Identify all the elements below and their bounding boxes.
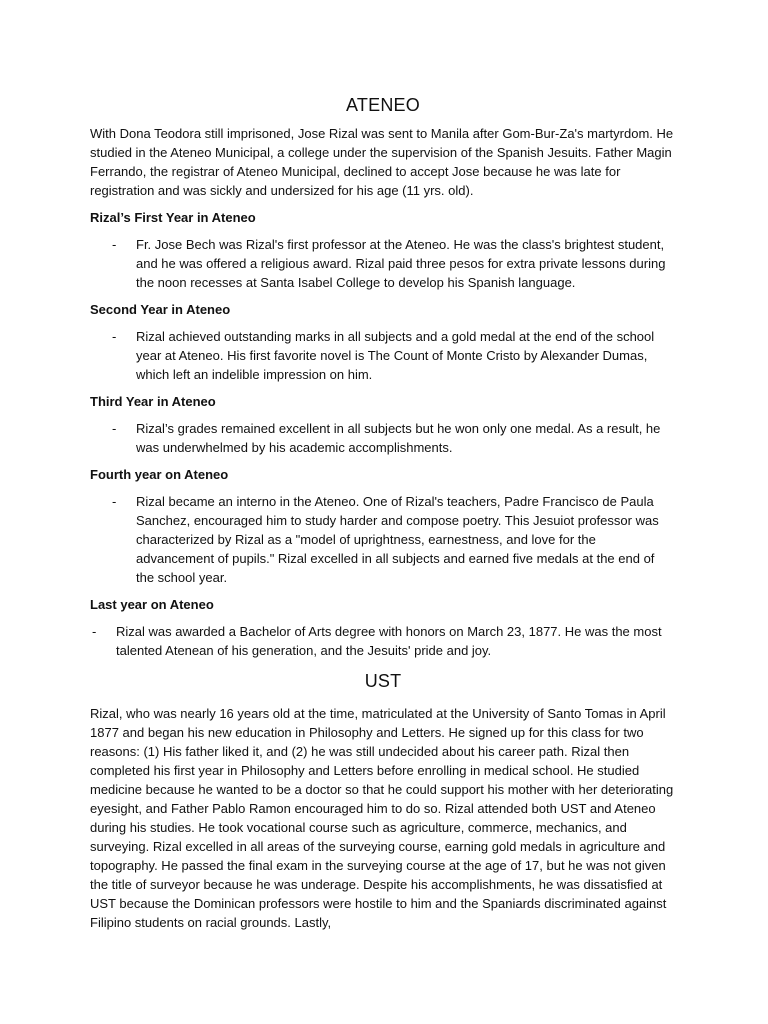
first-year-heading: Rizal’s First Year in Ateneo <box>90 210 256 225</box>
bullet-dash: - <box>112 494 117 509</box>
third-year-text: Rizal’s grades remained excellent in all subjects but he won only one medal. As a result, he was underwhelmed by his academic accomplishments. <box>136 421 661 455</box>
first-year-text: Fr. Jose Bech was Rizal's first professor at the Ateneo. He was the class's brightest student, and he was offered a religious award. Rizal paid three pesos for extra private lessons during the noon recesses at Santa Isabel College to develop his Spanish language. <box>136 237 666 290</box>
bullet-dash: - <box>112 329 117 344</box>
last-year-bullet <box>90 622 676 660</box>
bullet-dash: - <box>112 421 117 436</box>
second-year-text: Rizal achieved outstanding marks in all subjects and a gold medal at the end of the school year at Ateneo. His first favorite novel is The Count of Monte Cristo by Alexander Dumas, which left an indelible impression on him. <box>136 329 655 382</box>
fourth-year-text: Rizal became an interno in the Ateneo. One of Rizal's teachers, Padre Francisco de Paula Sanchez, encouraged him to study harder and compose poetry. This Jesuiot professor was characterized by Rizal as a "model of uprightness, earnestness, and love for the advancement of pupils." Rizal excelled in all subjects and earned five medals at the end of the school year. <box>136 494 659 585</box>
second-year-heading: Second Year in Ateneo <box>90 302 231 317</box>
ateneo-intro-paragraph: With Dona Teodora still imprisoned, Jose Rizal was sent to Manila after Gom-Bur-Za's martyrdom. He studied in the Ateneo Municipal, a college under the supervision of the Spanish Jesuits. Father Magin Ferrando, the registrar of Ateneo Municipal, declined to accept Jose because he was late for registration and was sickly and undersized for his age (11 yrs. old). <box>90 126 674 198</box>
document-content <box>90 92 676 940</box>
ust-title: UST <box>364 671 402 691</box>
third-year-heading: Third Year in Ateneo <box>90 394 216 409</box>
third-year-bullet <box>90 419 676 457</box>
bullet-dash: - <box>92 624 97 639</box>
ateneo-title: ATENEO <box>346 95 420 115</box>
fourth-year-heading: Fourth year on Ateneo <box>90 467 229 482</box>
bullet-dash: - <box>112 237 117 252</box>
fourth-year-bullet <box>90 492 676 587</box>
ust-paragraph: Rizal, who was nearly 16 years old at the time, matriculated at the University of Santo Tomas in April 1877 and began his new education in Philosophy and Letters. He signed up for this class for two reasons: (1) His father liked it, and (2) he was still undecided about his career path. Rizal then completed his first year in Philosophy and Letters before enrolling in medical school. He studied medicine because he wanted to be a doctor so that he could support his mother with her deteriorating eyesight, and Father Pablo Ramon encouraged him to do so. Rizal attended both UST and Ateneo during his studies. He took vocational course such as agriculture, commerce, mechanics, and surveying. Rizal excelled in all areas of the surveying course, earning gold medals in agriculture and topography. He passed the final exam in the surveying course at the age of 17, but he was not given the title of surveyor because he was underage. Despite his accomplishments, he was dissatisfied at UST because the Dominican professors were hostile to him and the Spaniards discriminated against Filipino students on racial grounds. Lastly, <box>90 706 674 930</box>
last-year-heading: Last year on Ateneo <box>90 597 214 612</box>
second-year-bullet <box>90 327 676 384</box>
last-year-text: Rizal was awarded a Bachelor of Arts degree with honors on March 23, 1877. He was the most talented Atenean of his generation, and the Jesuits' pride and joy. <box>116 624 662 658</box>
first-year-bullet <box>90 235 676 292</box>
